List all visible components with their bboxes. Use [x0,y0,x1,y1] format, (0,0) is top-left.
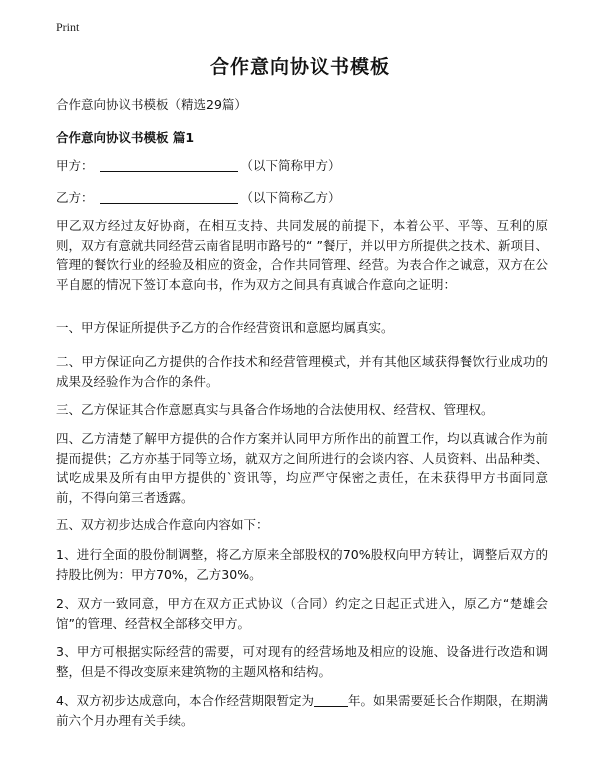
party-a-label: 甲方： [56,158,94,173]
clause-4: 四、乙方清楚了解甲方提供的合作方案并认同甲方所作出的前置工作，均以真诚合作为前提而提供；乙方亦基于同等立场，就双方之间所进行的会谈内容、人员资料、出品种类、试吃成果及所有由甲方提供的`资讯等，均应严守保密之责任，在未获得甲方书面同意前，不得向第三者透露。 [56,431,548,505]
clause-3: 三、乙方保证其合作意愿真实与具备合作场地的合法使用权、经营权、管理权。 [56,402,494,417]
clause-1: 一、甲方保证所提供予乙方的合作经营资讯和意愿均属真实。 [56,320,394,335]
party-b-blank [100,191,238,204]
item-2: 2、双方一致同意，甲方在双方正式协议（合同）约定之日起正式进入，原乙方“楚雄会馆”的管理、经营权全部移交甲方。 [56,596,548,631]
item-4 [56,691,548,730]
clause-5: 五、双方初步达成合作意向内容如下： [56,517,269,532]
party-a-blank [100,159,238,172]
print-link[interactable]: Print [56,20,80,34]
document-title: 合作意向协议书模板 [209,56,390,78]
party-a-note: （以下简称甲方） [240,158,341,173]
party-b-label: 乙方： [56,190,94,205]
item-4-text-before: 4、双方初步达成意向，本合作经营期限暂定为 [56,693,314,708]
clause-2: 二、甲方保证向乙方提供的合作技术和经营管理模式，并有其他区域获得餐饮行业成功的成果及经验作为合作的条件。 [56,354,548,389]
section-heading: 合作意向协议书模板 篇1 [56,130,195,145]
item-4-text-after: 年。如果需要延长合作期限，在期满前六个月办理有关手续。 [56,693,548,728]
party-b-note: （以下简称乙方） [240,190,341,205]
item-3: 3、甲方可根据实际经营的需要，可对现有的经营场地及相应的设施、设备进行改造和调整，但是不得改变原来建筑物的主题风格和结构。 [56,644,548,679]
party-a-line [56,156,341,174]
item-1: 1、进行全面的股份制调整，将乙方原来全部股权的70%股权向甲方转让，调整后双方的持股比例为：甲方70%，乙方30%。 [56,547,548,582]
intro-paragraph: 甲乙双方经过友好协商，在相互支持、共同发展的前提下，本着公平、平等、互利的原则，双方有意就共同经营云南省昆明市路号的“ ”餐厅，并以甲方所提供之技术、新项目、管理的餐饮行业的经验及相应的资金，合作共同管理、经营。为表合作之诚意，双方在公平自愿的情况下签订本意向书，作为双方之间具有真诚合作意向之证明： [56,218,548,292]
party-b-line [56,188,341,206]
document-subtitle: 合作意向协议书模板（精选29篇） [56,97,247,112]
term-years-blank [314,694,348,707]
